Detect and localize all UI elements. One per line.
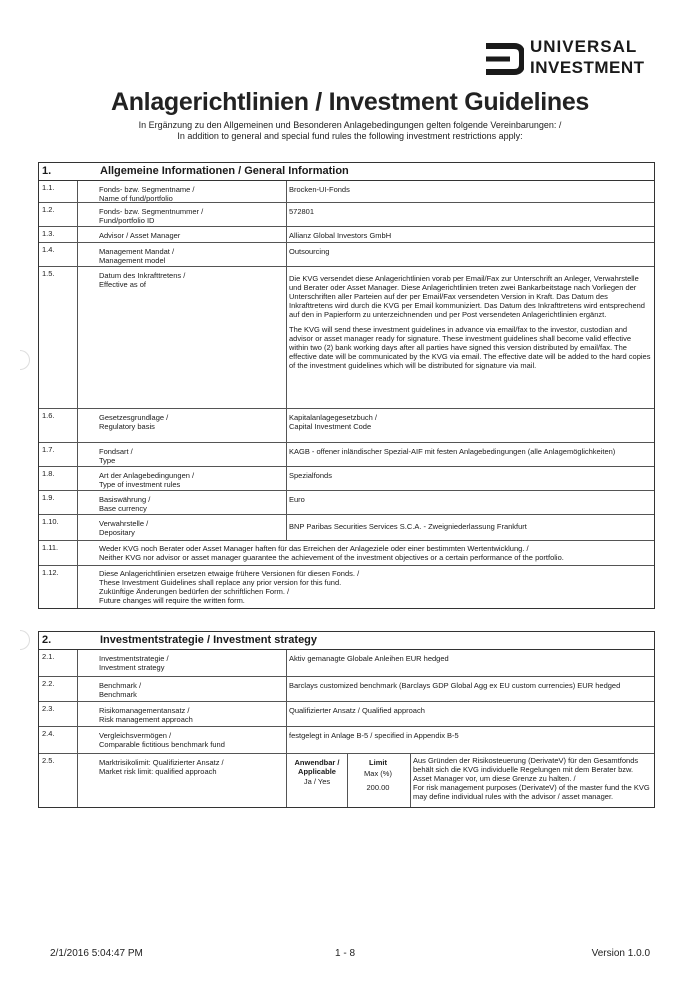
- row-number: 1.3.: [42, 229, 55, 238]
- row-number: 1.2.: [42, 205, 55, 214]
- footer-datetime: 2/1/2016 5:04:47 PM: [50, 948, 143, 959]
- intro-de: In Ergänzung zu den Allgemeinen und Besonderen Anlagebedingungen gelten folgende Vereinbarungen: /: [138, 120, 562, 130]
- row-label: Datum des Inkrafttretens / Effective as of: [99, 271, 186, 289]
- row-value: Euro: [289, 495, 305, 504]
- row-value: 572801: [289, 207, 315, 216]
- table-row-market-risk: [39, 754, 654, 807]
- row-value: Aktiv gemanagte Globale Anleihen EUR hedged: [289, 654, 449, 663]
- logo-text-universal: UNIVERSAL: [530, 37, 638, 56]
- row-value: festgelegt in Anlage B-5 / specified in Appendix B-5: [289, 731, 459, 740]
- row-number: 1.10.: [42, 517, 59, 526]
- table-row: [39, 227, 654, 243]
- section-title: Allgemeine Informationen / General Information: [100, 165, 349, 177]
- row-value: Spezialfonds: [289, 471, 332, 480]
- row-number: 1.8.: [42, 469, 55, 478]
- row-label: Advisor / Asset Manager: [99, 231, 181, 240]
- limit-subheader: Max (%): [364, 769, 392, 778]
- row-number: 2.1.: [42, 652, 55, 661]
- row-number: 1.12.: [42, 568, 59, 577]
- row-value: Qualifizierter Ansatz / Qualified approach: [289, 706, 425, 715]
- row-value: Kapitalanlagegesetzbuch / Capital Investment Code: [289, 413, 377, 431]
- row-label: Art der Anlagebedingungen / Type of investment rules: [99, 471, 195, 489]
- section-general-information: [38, 162, 655, 609]
- row-label: Marktrisikolimit: Qualifizierter Ansatz / Market risk limit: qualified approach: [99, 758, 224, 776]
- intro-text: [0, 120, 700, 142]
- row-label: Verwahrstelle / Depositary: [99, 519, 149, 537]
- row-value: Outsourcing: [289, 247, 330, 256]
- logo-mark-icon: [484, 40, 524, 78]
- applicable-value: Ja / Yes: [303, 777, 331, 786]
- table-row: [39, 491, 654, 515]
- section-investment-strategy: [38, 631, 655, 808]
- row-value: BNP Paribas Securities Services S.C.A. - Zweigniederlassung Frankfurt: [289, 522, 527, 531]
- table-row: [39, 243, 654, 267]
- row-label: Investmentstrategie / Investment strategy: [99, 654, 169, 672]
- row-number: 1.1.: [42, 183, 55, 192]
- row-value: Brocken-UI-Fonds: [289, 185, 350, 194]
- intro-en: In addition to general and special fund rules the following investment restrictions apply:: [177, 131, 523, 141]
- table-row: [39, 409, 654, 443]
- table-row: [39, 702, 654, 727]
- row-value: KAGB - offener inländischer Spezial-AIF mit festen Anlagebedingungen (alle Anlagemöglichkeiten): [289, 447, 616, 456]
- row-number: 1.6.: [42, 411, 55, 420]
- section-header: [39, 632, 654, 650]
- row-number: 2.2.: [42, 679, 55, 688]
- limit-header: Limit: [369, 758, 387, 767]
- row-number: 1.4.: [42, 245, 55, 254]
- row-label: Fonds- bzw. Segmentnummer / Fund/portfolio ID: [99, 207, 204, 225]
- footer-page-number: 1 - 8: [335, 948, 356, 959]
- row-label: Vergleichsvermögen / Comparable fictitious benchmark fund: [99, 731, 225, 749]
- row-label: Fonds- bzw. Segmentname / Name of fund/portfolio: [99, 185, 195, 203]
- applicable-header: Anwendbar / Applicable: [294, 758, 340, 776]
- footer-version: Version 1.0.0: [591, 948, 650, 959]
- row-label: Basiswährung / Base currency: [99, 495, 151, 513]
- row-number: 2.4.: [42, 729, 55, 738]
- logo-text-investment: INVESTMENT: [530, 58, 645, 77]
- row-number: 2.3.: [42, 704, 55, 713]
- row-full-text: Weder KVG noch Berater oder Asset Manager haften für das Erreichen der Anlageziele oder einer bestimmten Wertentwicklung. / Neither KVG nor advisor or asset manager guarantee the achievement of the investment objectives or a certain performance of the portfolio.: [99, 544, 564, 562]
- row-value: [289, 274, 651, 370]
- page-title: Anlagerichtlinien / Investment Guidelines: [110, 88, 590, 116]
- table-row: [39, 541, 654, 566]
- effective-date-text-en: The KVG will send these investment guidelines in advance via email/fax to the investor, custodian and advisor or asset manager ready for signature. These investment guidelines shall become valid effective within two (2) bank working days after all parties have signed this version distributed by email/fax. The effective date will be communicated by the KVG via email. The effective date will be added to the hard copies of the investment guidelines which will be distributed for signature via mail.: [289, 325, 651, 370]
- row-label: Fondsart / Type: [99, 447, 133, 465]
- table-row: [39, 467, 654, 491]
- risk-management-note: Aus Gründen der Risikosteuerung (DerivateV) für den Gesamtfonds behält sich die KVG individuelle Regelungen mit dem Berater bzw. Asset Manager vor, um diese Grenze zu halten. / For risk management purposes (DerivateV) of the master fund the KVG may define individual rules with the advisor / asset manager.: [413, 756, 650, 801]
- row-label: Benchmark / Benchmark: [99, 681, 142, 699]
- punch-hole-mark: [20, 350, 30, 370]
- section-title: Investmentstrategie / Investment strategy: [100, 634, 318, 646]
- row-label: Management Mandat / Management model: [99, 247, 175, 265]
- row-number: 1.9.: [42, 493, 55, 502]
- row-full-text: Diese Anlagerichtlinien ersetzen etwaige frühere Versionen für diesen Fonds. / These Investment Guidelines shall replace any prior version for this fund. Zukünftige Änderungen bedürfen der schriftlichen Form. / Future changes will require the written form.: [99, 569, 360, 605]
- table-row: [39, 650, 654, 677]
- table-row: [39, 181, 654, 203]
- table-row: [39, 566, 654, 608]
- effective-date-text-de: Die KVG versendet diese Anlagerichtlinien vorab per Email/Fax zur Unterschrift an Anleger, Verwahrstelle und Berater oder Asset Manager. Diese Anlagerichtlinien treten zwei Bankarbeitstage nach Vorliegen der Unterschriften aller Parteien auf der per Email/Fax versendeten Version in Kraft. Das Datum des Inkrafttretens wird durch die KVG per Email kommuniziert. Das Datum des Inkrafttretens wird entsprechend auf den in Papierform zu unterzeichnenden und per Post versendeten Anlagerichtlinien ergänzt.: [289, 274, 645, 319]
- universal-investment-logo: [484, 38, 654, 80]
- table-row: [39, 443, 654, 467]
- section-number: 1.: [42, 165, 52, 177]
- row-value: Barclays customized benchmark (Barclays GDP Global Agg ex EU custom currencies) EUR hedged: [289, 681, 621, 690]
- row-number: 1.7.: [42, 445, 55, 454]
- row-number: 2.5.: [42, 756, 55, 765]
- table-row: [39, 677, 654, 702]
- row-number: 1.11.: [42, 543, 59, 552]
- section-number: 2.: [42, 634, 52, 646]
- row-label: Gesetzesgrundlage / Regulatory basis: [99, 413, 169, 431]
- table-row: [39, 515, 654, 541]
- limit-value: 200.00: [366, 783, 390, 792]
- row-value: Allianz Global Investors GmbH: [289, 231, 392, 240]
- row-number: 1.5.: [42, 269, 55, 278]
- table-row: [39, 203, 654, 227]
- table-row: [39, 727, 654, 754]
- row-label: Risikomanagementansatz / Risk management approach: [99, 706, 193, 724]
- section-header: [39, 163, 654, 181]
- table-row: [39, 267, 654, 409]
- punch-hole-mark: [20, 630, 30, 650]
